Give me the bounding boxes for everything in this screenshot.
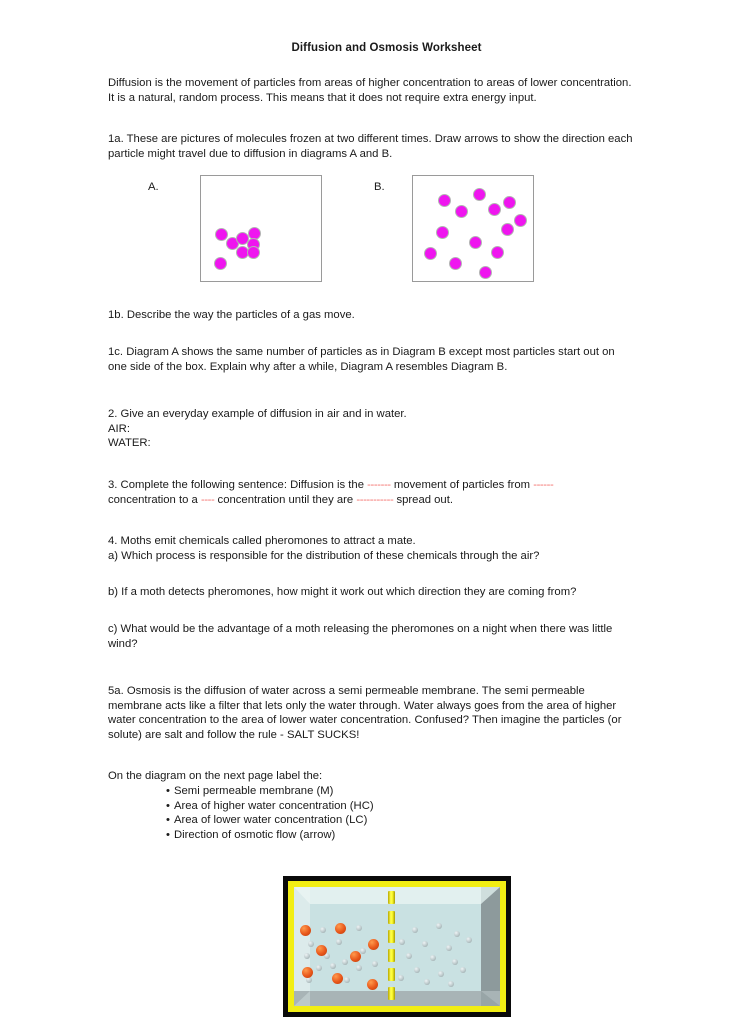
label-task-list [108,784,687,842]
question-3-part-5: spread out. [393,493,453,506]
intro-paragraph [108,76,687,105]
question-4b [108,585,687,600]
list-item-label: Semi permeable membrane (M) [173,785,334,798]
diagram-b-particle [438,194,451,207]
question-3-part-3: concentration to a [108,493,201,506]
semi-permeable-membrane-segment [388,949,395,962]
question-2 [108,407,687,451]
semi-permeable-membrane-segment [388,911,395,924]
bullet-icon: • [166,785,170,798]
question-4-stem: 4. Moths emit chemicals called pheromones to attract a mate. [108,535,416,548]
question-3-line-1 [108,478,687,493]
diagram-a-particle [247,246,260,259]
page-title: Diffusion and Osmosis Worksheet [291,42,482,54]
diagram-a-box[interactable] [200,175,322,282]
tank-bevel-top-left [294,887,310,904]
list-item [108,813,687,828]
question-1c [108,345,687,374]
question-5a-line-2: membrane acts like a filter that lets only the water through. Water always goes from the area of higher [108,699,617,712]
question-5a-line-3: water concentration to the area of lower water concentration. Confused? Then imagine the particles (or [108,714,622,727]
question-3-blank-2[interactable]: ------ [533,478,554,491]
tank-top-face [294,887,500,904]
question-2-air-label: AIR: [108,422,130,435]
question-1a [108,132,687,161]
intro-line-1: Diffusion is the movement of particles from areas of higher concentration to areas of lower concentration. [108,77,632,89]
list-item [108,784,687,799]
diagram-b-particle [488,203,501,216]
semi-permeable-membrane-segment [388,968,395,981]
question-4a: a) Which process is responsible for the distribution of these chemicals through the air? [108,549,540,562]
question-5a [108,684,687,742]
list-item-label: Area of lower water concentration (LC) [173,814,368,827]
list-item-label: Direction of osmotic flow (arrow) [173,828,336,841]
question-3-part-2: movement of particles from [390,478,534,491]
diagram-b-particle [491,246,504,259]
bullet-icon: • [166,799,170,812]
diagram-b-particle [473,188,486,201]
label-task [108,769,687,842]
osmosis-tank [294,887,500,1006]
diagram-b-particle [424,247,437,260]
question-1a-line-2: particle might travel due to diffusion in diagrams A and B. [108,147,393,160]
question-4b-text: b) If a moth detects pheromones, how might it work out which direction they are coming from? [108,586,577,599]
question-4c [108,622,687,651]
diagram-b-box[interactable] [412,175,534,282]
tank-right-face [481,887,500,1006]
question-4c-line-2: wind? [108,637,138,650]
diagram-b-particle [514,214,527,227]
question-4c-line-1: c) What would be the advantage of a moth releasing the pheromones on a night when there was little [108,622,613,635]
tank-bottom-face [294,991,500,1006]
question-3-blank-3[interactable]: ---- [200,493,215,506]
question-1b [108,308,687,323]
tank-left-face [294,887,310,1006]
question-3-part-4: concentration until they are [214,493,357,506]
question-3-line-2 [108,493,687,508]
question-5a-line-1: 5a. Osmosis is the diffusion of water across a semi permeable membrane. The semi permeable [108,685,585,698]
diagram-b-particle [455,205,468,218]
list-item [108,799,687,814]
diagram-a-particle [214,257,227,270]
tank-bevel-bottom-left [294,991,310,1006]
question-1a-line-1: 1a. These are pictures of molecules frozen at two different times. Draw arrows to show the direction each [108,133,633,146]
question-1c-line-2: one side of the box. Explain why after a while, Diagram A resembles Diagram B. [108,360,508,373]
tank-bevel-top-right [481,887,500,904]
question-3-part-1: 3. Complete the following sentence: Diffusion is the [108,478,368,491]
question-1b-text: 1b. Describe the way the particles of a gas move. [108,309,355,322]
diagram-b-particle [479,266,492,279]
question-2-prompt: 2. Give an everyday example of diffusion in air and in water. [108,408,407,421]
question-5a-line-4: solute) are salt and follow the rule - SALT SUCKS! [108,728,360,741]
intro-line-2: It is a natural, random process. This means that it does not require extra energy input. [108,91,537,104]
question-1c-line-1: 1c. Diagram A shows the same number of particles as in Diagram B except most particles start out on [108,345,615,358]
semi-permeable-membrane-segment [388,987,395,1000]
list-item-label: Area of higher water concentration (HC) [173,799,374,812]
osmosis-figure-wrap [110,876,687,1026]
question-4 [108,534,687,563]
tank-bevel-bottom-right [481,991,500,1006]
bullet-icon: • [166,828,170,841]
diagram-b-particle [469,236,482,249]
bullet-icon: • [166,814,170,827]
osmosis-yellow-frame [288,881,506,1012]
semi-permeable-membrane-segment [388,891,395,904]
list-item [108,828,687,843]
question-3-blank-1[interactable]: ------- [367,478,391,491]
diagram-a-label: A. [148,181,159,194]
label-task-intro: On the diagram on the next page label the: [108,770,323,783]
diagram-b-particle [503,196,516,209]
diagram-b-particle [501,223,514,236]
question-3 [108,478,687,507]
question-3-blank-4[interactable]: ----------- [356,493,394,506]
diagram-b-particle [436,226,449,239]
particle-diagrams [110,175,687,297]
semi-permeable-membrane-segment [388,930,395,943]
diagram-b-particle [449,257,462,270]
osmosis-diagram [283,876,511,1017]
question-2-water-label: WATER: [108,437,151,450]
diagram-b-label: B. [374,181,385,194]
